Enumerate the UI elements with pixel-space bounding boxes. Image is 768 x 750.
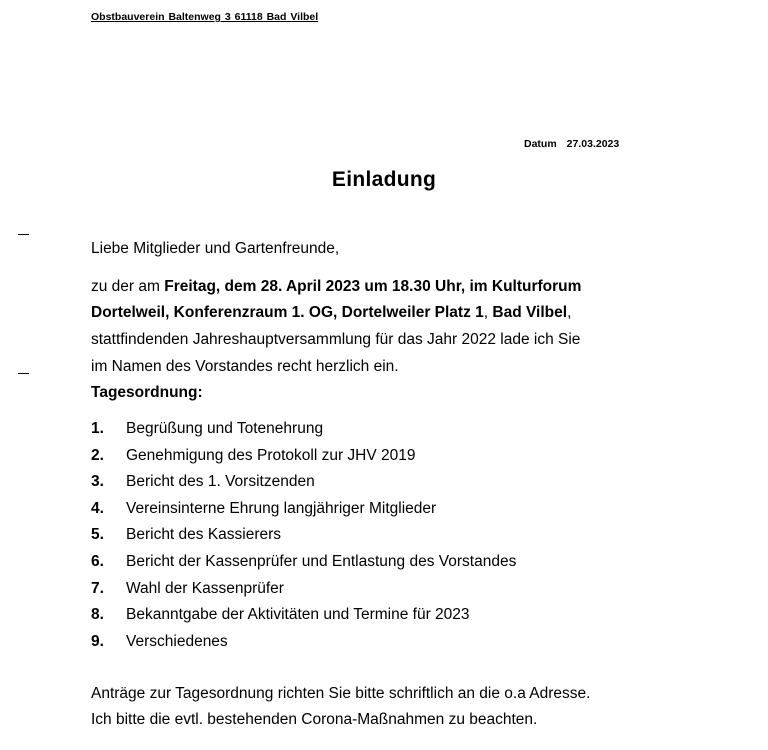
intro-line-3: stattfindenden Jahreshauptversammlung für das Jahr 2022 lade ich Sie — [91, 331, 581, 348]
agenda-item-number: 1. — [91, 420, 104, 437]
agenda-item-number: 2. — [91, 446, 104, 464]
agenda-list — [91, 418, 516, 657]
agenda-item — [91, 418, 516, 445]
intro-line-2 — [91, 304, 571, 322]
agenda-item — [91, 631, 516, 658]
agenda-item — [91, 551, 516, 578]
agenda-item — [91, 498, 516, 525]
date-value: 27.03.2023 — [566, 138, 620, 150]
intro-line-2-end: , — [567, 304, 572, 321]
agenda-item — [91, 524, 516, 551]
agenda-item-text: Verschiedenes — [126, 632, 228, 650]
agenda-item-text: Vereinsinterne Ehrung langjähriger Mitglieder — [126, 499, 437, 517]
intro-event-datetime: Freitag, dem 28. April 2023 um 18.30 Uhr, im Kulturforum — [164, 278, 582, 295]
agenda-item-number: 8. — [91, 606, 104, 624]
agenda-item-text: Begrüßung und Totenehrung — [126, 420, 324, 437]
intro-line-1-prefix: zu der am — [91, 278, 165, 295]
agenda-item-number: 5. — [91, 526, 104, 544]
intro-venue: Dortelweil, Konferenzraum 1. OG, Dortelweiler Platz 1 — [91, 304, 484, 321]
agenda-item — [91, 445, 516, 472]
date-label: Datum — [524, 138, 557, 150]
agenda-item-text: Genehmigung des Protokoll zur JHV 2019 — [126, 446, 416, 464]
document-title: Einladung — [331, 168, 437, 191]
agenda-item-number: 6. — [91, 552, 104, 570]
agenda-item-text: Wahl der Kassenprüfer — [126, 579, 284, 597]
agenda-item-text: Bericht der Kassenprüfer und Entlastung des Vorstandes — [126, 552, 517, 570]
agenda-item-number: 7. — [91, 579, 104, 597]
agenda-item-number: 4. — [91, 499, 104, 517]
agenda-item-text: Bekanntgabe der Aktivitäten und Termine für 2023 — [126, 606, 470, 624]
sender-address-line: Obstbauverein Baltenweg 3 61118 Bad Vilbel — [91, 11, 319, 23]
agenda-item-number: 9. — [91, 632, 104, 650]
intro-city: Bad Vilbel — [492, 304, 568, 321]
intro-line-4: im Namen des Vorstandes recht herzlich ein. — [91, 358, 399, 375]
agenda-heading: Tagesordnung: — [91, 384, 203, 401]
closing-line-1: Anträge zur Tagesordnung richten Sie bitte schriftlich an die o.a Adresse. — [91, 685, 591, 702]
agenda-item — [91, 604, 516, 631]
intro-separator: , — [483, 304, 493, 321]
intro-line-1 — [91, 278, 581, 296]
agenda-item-text: Bericht des Kassierers — [126, 526, 282, 544]
agenda-item — [91, 471, 516, 498]
closing-line-2: Ich bitte die evtl. bestehenden Corona-Maßnahmen zu beachten. — [91, 711, 538, 728]
fold-mark-top — [18, 234, 29, 235]
agenda-item — [91, 578, 516, 605]
date-line — [524, 138, 619, 150]
agenda-item-number: 3. — [91, 473, 104, 491]
fold-mark-bottom — [18, 373, 29, 374]
greeting: Liebe Mitglieder und Gartenfreunde, — [91, 240, 340, 257]
agenda-item-text: Bericht des 1. Vorsitzenden — [126, 473, 315, 491]
